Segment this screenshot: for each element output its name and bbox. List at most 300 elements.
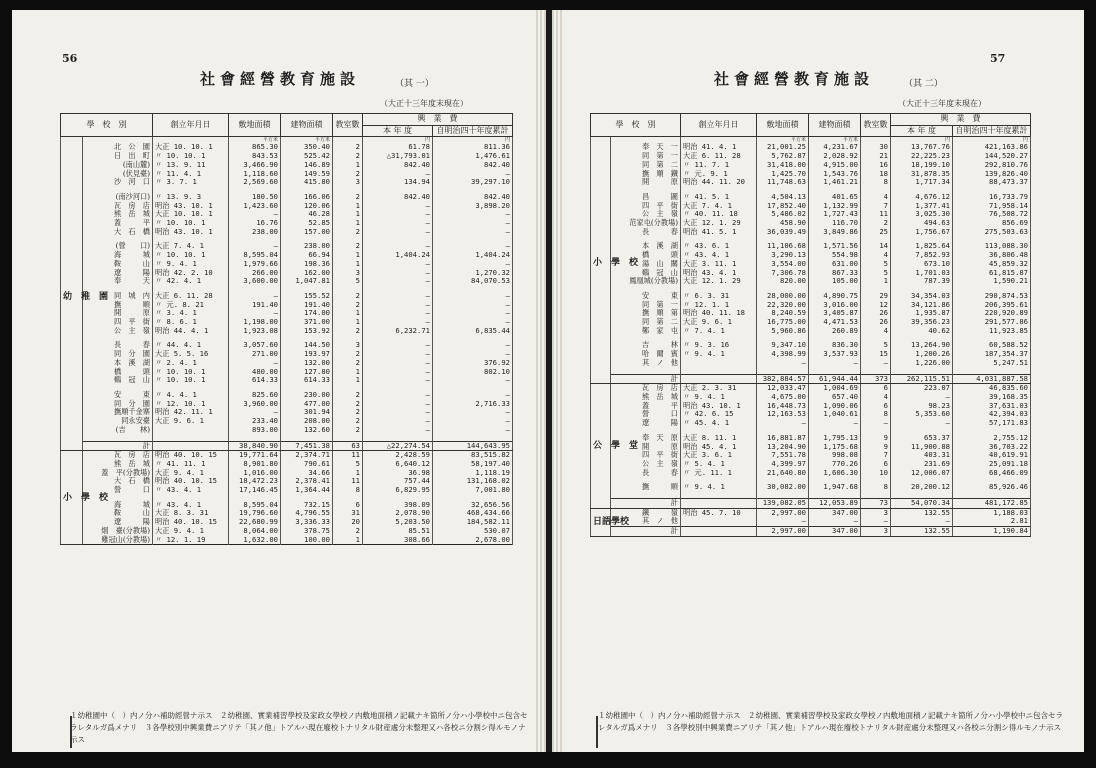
site-area: 19,771.64 bbox=[229, 451, 281, 460]
site-area: 180.50 bbox=[229, 193, 281, 202]
school-name: 同 城 内 bbox=[83, 292, 153, 301]
established-date: 明治 43. 10. 1 bbox=[153, 228, 229, 237]
established-date: 〃 3. 4. 1 bbox=[153, 309, 229, 318]
classroom-count: 11 bbox=[861, 210, 891, 219]
expense-this-year: 1,717.34 bbox=[891, 178, 953, 187]
expense-cumulative: 60,588.52 bbox=[953, 341, 1031, 350]
binding-edge bbox=[536, 10, 546, 752]
classroom-count: 4 bbox=[861, 393, 891, 402]
site-area: 16,448.73 bbox=[757, 402, 809, 411]
site-area: 1,979.66 bbox=[229, 260, 281, 269]
site-area: 5,960.86 bbox=[757, 327, 809, 336]
classroom-count: 11 bbox=[333, 477, 363, 486]
building-area: — bbox=[809, 359, 861, 368]
expense-this-year: 1,200.26 bbox=[891, 350, 953, 359]
expense-this-year: 223.07 bbox=[891, 384, 953, 393]
classroom-count: 1 bbox=[333, 219, 363, 228]
school-name: 范家屯(分教場) bbox=[611, 219, 681, 228]
unit-label: 円 bbox=[1022, 137, 1028, 144]
school-name: 同 第 一 bbox=[611, 301, 681, 310]
site-area: 820.00 bbox=[757, 277, 809, 286]
category-label: 公 學 堂 bbox=[591, 384, 611, 508]
expense-cumulative: 113,088.30 bbox=[953, 242, 1031, 251]
expense-this-year: 134.94 bbox=[363, 178, 433, 187]
school-name: 鞍 山 bbox=[83, 509, 153, 518]
site-area: 893.00 bbox=[229, 426, 281, 435]
expense-this-year: — bbox=[363, 318, 433, 327]
building-area: 4,890.75 bbox=[809, 292, 861, 301]
expense-cumulative: 3,898.20 bbox=[433, 202, 513, 211]
classroom-count: 18 bbox=[861, 170, 891, 179]
building-area: 230.00 bbox=[281, 391, 333, 400]
classroom-count: 26 bbox=[861, 318, 891, 327]
expense-this-year: — bbox=[363, 301, 433, 310]
header-established: 創立年月日 bbox=[153, 114, 229, 137]
expense-this-year: — bbox=[363, 277, 433, 286]
building-area: 238.00 bbox=[281, 242, 333, 251]
classroom-count: 373 bbox=[861, 374, 891, 384]
established-date: 大正 9. 6. 1 bbox=[153, 417, 229, 426]
site-area: 3,600.00 bbox=[229, 277, 281, 286]
established-date: 〃 40. 11. 18 bbox=[681, 210, 757, 219]
classroom-count: 3 bbox=[861, 508, 891, 517]
school-name: 瓦 房 店 bbox=[611, 384, 681, 393]
classroom-count: 3 bbox=[333, 178, 363, 187]
expense-cumulative: 40,619.91 bbox=[953, 451, 1031, 460]
school-name: 撫 順 第 bbox=[611, 309, 681, 318]
expense-this-year: 39,356.23 bbox=[891, 318, 953, 327]
expense-this-year: 13,264.90 bbox=[891, 341, 953, 350]
established-date: 明治 45. 7. 10 bbox=[681, 508, 757, 517]
building-area: 174.00 bbox=[281, 309, 333, 318]
expense-this-year: 22,225.23 bbox=[891, 152, 953, 161]
established-date bbox=[681, 527, 757, 537]
established-date: 〃 9. 4. 1 bbox=[681, 393, 757, 402]
established-date: 大正 9. 6. 1 bbox=[681, 318, 757, 327]
header-row bbox=[61, 114, 513, 126]
classroom-count: 2 bbox=[333, 170, 363, 179]
expense-cumulative: — bbox=[433, 309, 513, 318]
expense-cumulative: 1,188.03 bbox=[953, 508, 1031, 517]
building-area: 415.80 bbox=[281, 178, 333, 187]
expense-cumulative: — bbox=[433, 301, 513, 310]
expense-cumulative: 275,503.63 bbox=[953, 228, 1031, 237]
site-area: 4,504.13 bbox=[757, 193, 809, 202]
building-area: 631.00 bbox=[809, 260, 861, 269]
expense-cumulative: 1,476.61 bbox=[433, 152, 513, 161]
expense-this-year: 1,756.67 bbox=[891, 228, 953, 237]
school-name: 安 東 bbox=[611, 292, 681, 301]
expense-this-year: — bbox=[363, 376, 433, 385]
school-name: 哈 爾 賓 bbox=[611, 350, 681, 359]
site-area: — bbox=[229, 309, 281, 318]
school-name: 橋 頭 bbox=[83, 368, 153, 377]
school-name: 遼 陽 bbox=[83, 269, 153, 278]
building-area: 162.00 bbox=[281, 269, 333, 278]
established-date: 〃 13. 9. 11 bbox=[153, 161, 229, 170]
classroom-count: 1 bbox=[333, 469, 363, 478]
school-name: 海 城 bbox=[83, 251, 153, 260]
building-area: 1,606.30 bbox=[809, 469, 861, 478]
established-date: 大正 8. 3. 31 bbox=[153, 509, 229, 518]
established-date: 〃 41. 11. 1 bbox=[153, 460, 229, 469]
school-name: 蓋 平(分教場) bbox=[83, 469, 153, 478]
site-area: 36,039.49 bbox=[757, 228, 809, 237]
school-name: 計 bbox=[83, 441, 153, 451]
unit-label: 平方米 bbox=[842, 137, 858, 144]
building-area: 1,947.68 bbox=[809, 483, 861, 492]
expense-cumulative: — bbox=[433, 210, 513, 219]
classroom-count: 2 bbox=[333, 391, 363, 400]
header-this-year: 本 年 度 bbox=[363, 125, 433, 137]
expense-this-year: 132.55 bbox=[891, 508, 953, 517]
school-name: 湯 山 關 bbox=[611, 260, 681, 269]
building-area: 61,944.44 bbox=[809, 374, 861, 384]
expense-cumulative: — bbox=[433, 350, 513, 359]
building-area: 208.00 bbox=[281, 417, 333, 426]
header-site-area: 敷地面積 bbox=[757, 114, 809, 137]
established-date: 〃 9. 4. 1 bbox=[153, 260, 229, 269]
school-name: 同 第 二 bbox=[611, 161, 681, 170]
expense-cumulative: 139,826.40 bbox=[953, 170, 1031, 179]
building-area: 105.00 bbox=[809, 277, 861, 286]
expense-cumulative: 6,835.44 bbox=[433, 327, 513, 336]
expense-cumulative: 2,678.00 bbox=[433, 536, 513, 545]
established-date: 明治 42. 2. 10 bbox=[153, 269, 229, 278]
table-row bbox=[591, 419, 1031, 428]
classroom-count: 1 bbox=[333, 376, 363, 385]
expense-this-year: 5,353.60 bbox=[891, 410, 953, 419]
expense-this-year: 1,701.03 bbox=[891, 269, 953, 278]
expense-this-year: — bbox=[363, 219, 433, 228]
expense-cumulative: 856.69 bbox=[953, 219, 1031, 228]
expense-cumulative: 1,190.84 bbox=[953, 527, 1031, 537]
expense-cumulative: — bbox=[433, 417, 513, 426]
school-name: (南山麓) bbox=[83, 161, 153, 170]
expense-cumulative: 84,070.53 bbox=[433, 277, 513, 286]
school-name: 計 bbox=[611, 499, 681, 509]
site-area: 1,198.00 bbox=[229, 318, 281, 327]
expense-cumulative: 39,168.35 bbox=[953, 393, 1031, 402]
classroom-count: 3 bbox=[333, 269, 363, 278]
classroom-count: 7 bbox=[861, 202, 891, 211]
classroom-count: 26 bbox=[861, 309, 891, 318]
site-area: 16,881.87 bbox=[757, 434, 809, 443]
building-area: 100.00 bbox=[281, 536, 333, 545]
school-name: 熊 岳 城 bbox=[83, 460, 153, 469]
building-area: 525.42 bbox=[281, 152, 333, 161]
established-date: 〃 10. 10. 1 bbox=[153, 376, 229, 385]
site-area: 8,064.00 bbox=[229, 527, 281, 536]
classroom-count: 1 bbox=[333, 260, 363, 269]
established-date: 〃 元. 8. 21 bbox=[153, 301, 229, 310]
established-date: 大正 3. 6. 1 bbox=[681, 451, 757, 460]
established-date: 明治 40. 10. 15 bbox=[153, 451, 229, 460]
school-name: 雞冠山(分教場) bbox=[83, 536, 153, 545]
expense-this-year: — bbox=[363, 350, 433, 359]
expense-cumulative: 71,958.14 bbox=[953, 202, 1031, 211]
school-name: 鷄 冠 山 bbox=[83, 376, 153, 385]
site-area: — bbox=[757, 517, 809, 526]
site-area: 21,640.80 bbox=[757, 469, 809, 478]
established-date: 〃 11. 7. 1 bbox=[681, 161, 757, 170]
site-area: 2,569.60 bbox=[229, 178, 281, 187]
site-area: 2,997.00 bbox=[757, 508, 809, 517]
table-row bbox=[61, 426, 513, 435]
expense-this-year: 787.39 bbox=[891, 277, 953, 286]
established-date: 〃 10. 10. 1 bbox=[153, 251, 229, 260]
total-row bbox=[591, 499, 1031, 509]
site-area: 17,146.45 bbox=[229, 486, 281, 495]
site-area: 5,486.02 bbox=[757, 210, 809, 219]
classroom-count: 31 bbox=[333, 509, 363, 518]
expense-cumulative: — bbox=[433, 391, 513, 400]
expense-this-year: 11,900.88 bbox=[891, 443, 953, 452]
site-area: 9,347.10 bbox=[757, 341, 809, 350]
school-name: 鐵 嶺 bbox=[611, 508, 681, 517]
expense-this-year: 1,404.24 bbox=[363, 251, 433, 260]
school-name: 四 平 街 bbox=[83, 318, 153, 327]
site-area: — bbox=[229, 210, 281, 219]
classroom-count: 8 bbox=[861, 410, 891, 419]
site-area: 4,399.97 bbox=[757, 460, 809, 469]
expense-cumulative: 1,590.21 bbox=[953, 277, 1031, 286]
category-label: 幼 稚 園 bbox=[61, 143, 83, 450]
school-name: 撫 順 bbox=[83, 301, 153, 310]
school-name: 長 春 bbox=[611, 228, 681, 237]
expense-cumulative: 842.40 bbox=[433, 193, 513, 202]
expense-cumulative: — bbox=[433, 318, 513, 327]
classroom-count: 2 bbox=[333, 193, 363, 202]
building-area: 1,004.69 bbox=[809, 384, 861, 393]
expense-this-year: — bbox=[363, 210, 433, 219]
building-area: 4,796.55 bbox=[281, 509, 333, 518]
school-name: 本 溪 湖 bbox=[83, 359, 153, 368]
site-area: 28,000.00 bbox=[757, 292, 809, 301]
school-name: 瓦 房 店 bbox=[83, 202, 153, 211]
established-date: 大正 3. 11. 1 bbox=[681, 260, 757, 269]
building-area: 3,336.33 bbox=[281, 518, 333, 527]
expense-this-year: 308.66 bbox=[363, 536, 433, 545]
building-area: 191.40 bbox=[281, 301, 333, 310]
school-name: 奉 天 原 bbox=[611, 434, 681, 443]
site-area: — bbox=[757, 419, 809, 428]
footnote: １幼稚園中（ ）内ノ分ハ補助經營ナ示ス ２幼稚園、實業補習學校及家政女學校ノ内敷地面積ノ記載ナキ箇所ノ分ハ小學校中ニ包含セラレタルガ爲メナリ ３各學校別中興業費ニアリテ「其ノ他」トアルハ現在廢校トナリタル財産處分未整理又ハ各校ニ分割シ得ルモノナ示ス bbox=[598, 711, 1063, 732]
expense-this-year: △31,793.01 bbox=[363, 152, 433, 161]
page-title: 社會經營教育施設 bbox=[714, 70, 875, 88]
established-date: 〃 43. 4. 1 bbox=[153, 486, 229, 495]
classroom-count: 2 bbox=[333, 350, 363, 359]
site-area: 22,680.99 bbox=[229, 518, 281, 527]
established-date: 〃 12. 1. 19 bbox=[153, 536, 229, 545]
building-area: 1,040.61 bbox=[809, 410, 861, 419]
classroom-count: 5 bbox=[861, 341, 891, 350]
expense-cumulative: 45,859.32 bbox=[953, 260, 1031, 269]
expense-this-year: 1,226.00 bbox=[891, 359, 953, 368]
unit-label: 円 bbox=[944, 137, 950, 144]
school-name: 長 春 bbox=[83, 341, 153, 350]
table-row bbox=[591, 483, 1031, 492]
site-area: 238.00 bbox=[229, 228, 281, 237]
school-name: 撫順千金寨 bbox=[83, 408, 153, 417]
building-area: 401.65 bbox=[809, 193, 861, 202]
building-area: 1,175.68 bbox=[809, 443, 861, 452]
established-date: 〃 12. 10. 1 bbox=[153, 400, 229, 409]
expense-this-year: 653.37 bbox=[891, 434, 953, 443]
classroom-count: 4 bbox=[861, 193, 891, 202]
expense-cumulative: 144,643.95 bbox=[433, 441, 513, 451]
building-area: 350.40 bbox=[281, 143, 333, 152]
expense-cumulative: 376.92 bbox=[433, 359, 513, 368]
building-area: 1,364.44 bbox=[281, 486, 333, 495]
expense-this-year: 2,078.90 bbox=[363, 509, 433, 518]
table-row bbox=[61, 277, 513, 286]
building-area: 52.85 bbox=[281, 219, 333, 228]
site-area: 21,001.25 bbox=[757, 143, 809, 152]
established-date: 明治 44. 4. 1 bbox=[153, 327, 229, 336]
building-area: 301.94 bbox=[281, 408, 333, 417]
classroom-count: 1 bbox=[333, 210, 363, 219]
building-area: 1,132.99 bbox=[809, 202, 861, 211]
expense-this-year: — bbox=[363, 368, 433, 377]
classroom-count: — bbox=[861, 419, 891, 428]
site-area: 7,551.78 bbox=[757, 451, 809, 460]
expense-this-year: 18,199.10 bbox=[891, 161, 953, 170]
classroom-count: 4 bbox=[861, 251, 891, 260]
school-name: 同 分 園 bbox=[83, 350, 153, 359]
expense-this-year: — bbox=[891, 393, 953, 402]
classroom-count: 3 bbox=[333, 341, 363, 350]
site-area: 1,425.70 bbox=[757, 170, 809, 179]
unit-label: 平方米 bbox=[314, 137, 330, 144]
school-name: 遼 陽 bbox=[83, 518, 153, 527]
expense-cumulative: 1,404.24 bbox=[433, 251, 513, 260]
table-row bbox=[61, 327, 513, 336]
established-date: 〃 45. 4. 1 bbox=[681, 419, 757, 428]
established-date: 大正 6. 11. 28 bbox=[681, 152, 757, 161]
expense-this-year: — bbox=[363, 359, 433, 368]
established-date: 明治 44. 11. 20 bbox=[681, 178, 757, 187]
building-area: 2,378.41 bbox=[281, 477, 333, 486]
site-area: 1,016.00 bbox=[229, 469, 281, 478]
building-area: 4,915.00 bbox=[809, 161, 861, 170]
classroom-count: 7 bbox=[861, 451, 891, 460]
page-subtitle: （其 二） bbox=[904, 79, 943, 89]
expense-this-year: 4,676.12 bbox=[891, 193, 953, 202]
expense-cumulative: 802.10 bbox=[433, 368, 513, 377]
expense-this-year: 7,852.93 bbox=[891, 251, 953, 260]
building-area: 1,795.13 bbox=[809, 434, 861, 443]
established-date: 大正 7. 4. 1 bbox=[681, 202, 757, 211]
expense-this-year: — bbox=[363, 391, 433, 400]
building-area: 378.75 bbox=[281, 527, 333, 536]
classroom-count: 5 bbox=[861, 269, 891, 278]
expense-this-year: — bbox=[363, 400, 433, 409]
classroom-count: 14 bbox=[861, 242, 891, 251]
classroom-count: 12 bbox=[861, 301, 891, 310]
classroom-count: 1 bbox=[333, 202, 363, 211]
established-date: 〃 9. 4. 1 bbox=[681, 350, 757, 359]
classroom-count: 1 bbox=[333, 161, 363, 170]
school-name: (營 口) bbox=[83, 242, 153, 251]
school-name: 同永安臺 bbox=[83, 417, 153, 426]
building-area: 4,231.67 bbox=[809, 143, 861, 152]
established-date: 〃 2. 4. 1 bbox=[153, 359, 229, 368]
table-row bbox=[591, 277, 1031, 286]
page-number: 56 bbox=[62, 52, 78, 65]
classroom-count: 9 bbox=[861, 443, 891, 452]
classroom-count: 5 bbox=[861, 260, 891, 269]
expense-cumulative: 58,197.40 bbox=[433, 460, 513, 469]
expense-cumulative: 421,163.86 bbox=[953, 143, 1031, 152]
site-area: — bbox=[229, 359, 281, 368]
established-date: 〃 41. 5. 1 bbox=[681, 193, 757, 202]
site-area: 382,884.57 bbox=[757, 374, 809, 384]
building-area: 3,849.86 bbox=[809, 228, 861, 237]
header-row bbox=[591, 114, 1031, 126]
classroom-count: 4 bbox=[861, 327, 891, 336]
established-date: 大正 8. 11. 1 bbox=[681, 434, 757, 443]
school-name: 本 溪 湖 bbox=[611, 242, 681, 251]
school-name: 熊 岳 城 bbox=[611, 393, 681, 402]
school-name: 開 原 bbox=[83, 309, 153, 318]
expense-cumulative: 61,815.87 bbox=[953, 269, 1031, 278]
header-school: 學 校 別 bbox=[61, 114, 153, 137]
expense-cumulative: 292,810.76 bbox=[953, 161, 1031, 170]
table-row bbox=[61, 178, 513, 187]
header-school: 學 校 別 bbox=[591, 114, 681, 137]
established-date: 〃 10. 10. 1 bbox=[153, 368, 229, 377]
building-area: 157.00 bbox=[281, 228, 333, 237]
building-area: 34.66 bbox=[281, 469, 333, 478]
expense-this-year: 1,825.64 bbox=[891, 242, 953, 251]
expense-this-year: — bbox=[891, 517, 953, 526]
expense-cumulative: 468,434.66 bbox=[433, 509, 513, 518]
established-date: 〃 13. 9. 3 bbox=[153, 193, 229, 202]
school-name: 營 口 bbox=[83, 486, 153, 495]
established-date: 〃 7. 4. 1 bbox=[681, 327, 757, 336]
expense-cumulative: — bbox=[433, 219, 513, 228]
established-date: 大正 10. 10. 1 bbox=[153, 143, 229, 152]
school-name: 橋 頭 bbox=[611, 251, 681, 260]
expense-cumulative: 184,582.11 bbox=[433, 518, 513, 527]
expense-this-year: 1,935.87 bbox=[891, 309, 953, 318]
school-name: 烟 臺(分教場) bbox=[83, 527, 153, 536]
school-name: 其 ノ 他 bbox=[611, 359, 681, 368]
expense-this-year: — bbox=[363, 202, 433, 211]
school-name: 開 原 bbox=[611, 443, 681, 452]
established-date: 〃 42. 4. 1 bbox=[153, 277, 229, 286]
site-area: 266.00 bbox=[229, 269, 281, 278]
school-name: 四 平 街 bbox=[611, 202, 681, 211]
school-name: 吉 林 bbox=[611, 341, 681, 350]
site-area: 3,554.00 bbox=[757, 260, 809, 269]
classroom-count: 2 bbox=[333, 426, 363, 435]
expense-cumulative: 7,001.80 bbox=[433, 486, 513, 495]
site-area: 16.76 bbox=[229, 219, 281, 228]
expense-cumulative: 5,247.51 bbox=[953, 359, 1031, 368]
expense-this-year: 12,006.07 bbox=[891, 469, 953, 478]
header-this-year: 本 年 度 bbox=[891, 125, 953, 137]
expense-cumulative: — bbox=[433, 170, 513, 179]
site-area: 191.40 bbox=[229, 301, 281, 310]
expense-this-year: 6,232.71 bbox=[363, 327, 433, 336]
table-row bbox=[591, 228, 1031, 237]
expense-this-year: 31,878.35 bbox=[891, 170, 953, 179]
established-date: 〃 9. 4. 1 bbox=[681, 483, 757, 492]
classroom-count: 21 bbox=[861, 152, 891, 161]
expense-this-year: 5,203.50 bbox=[363, 518, 433, 527]
